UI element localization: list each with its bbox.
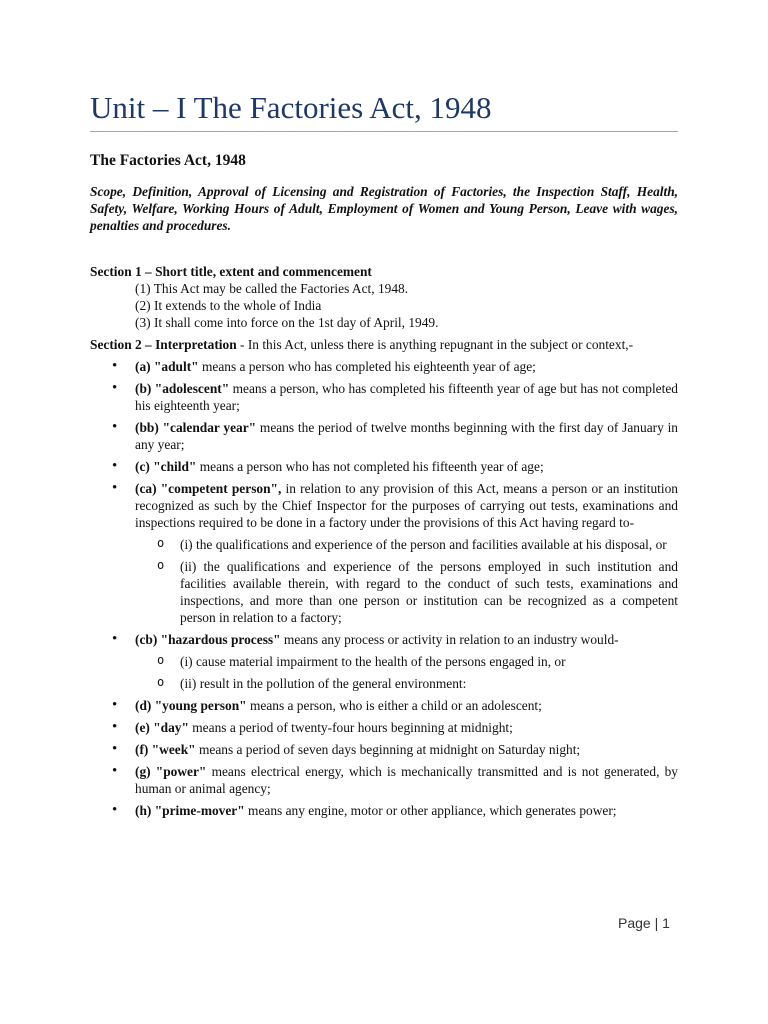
definition-term: (g) "power" <box>135 764 207 779</box>
sub-definition-item: o (ii) the qualifications and experience of the persons employed in such institution and facilities available therein, with regard to the conduct of such tests, examinations and inspections, and more than one person or institution can be recognized as a competent person in relation to a factory; <box>135 558 678 626</box>
definition-item: • (ca) "competent person", in relation to any provision of this Act, means a person or an institution recognized as such by the Chief Inspector for the purposes of carrying out tests, examinations and inspections required to be done in a factory under the provisions of this Act having regard to- o (i) the qualifications and experience of the person and facilities available at his disposal, or o (ii) the qualifications and experience of the persons employed in such institution and facilities available therein, with regard to the conduct of such tests, examinations and inspections, and more than one person or institution can be recognized as a competent person in relation to a factory; <box>90 480 678 626</box>
definitions-list <box>90 358 678 819</box>
section-1-heading: Section 1 – Short title, extent and commencement <box>90 264 372 279</box>
definition-term: (ca) "competent person", <box>135 481 282 496</box>
section-1-items <box>135 280 678 331</box>
definition-item: • (d) "young person" means a person, who is either a child or an adolescent; <box>90 697 678 714</box>
definition-item: • (b) "adolescent" means a person, who has completed his fifteenth year of age but has not completed his eighteenth year; <box>90 380 678 414</box>
definition-term: (b) "adolescent" <box>135 381 230 396</box>
section-1-item: (2) It extends to the whole of India <box>135 298 322 313</box>
page-title: Unit – I The Factories Act, 1948 <box>90 90 492 125</box>
definition-item: • (f) "week" means a period of seven days beginning at midnight on Saturday night; <box>90 741 678 758</box>
sub-definition-item: o (i) cause material impairment to the health of the persons engaged in, or <box>135 653 678 670</box>
definition-term: (c) "child" <box>135 459 197 474</box>
scope-paragraph: Scope, Definition, Approval of Licensing and Registration of Factories, the Inspection Staff, Health, Safety, Welfare, Working Hours of Adult, Employment of Women and Young Person, Leave with wages, penalties and procedures. <box>90 184 678 233</box>
definition-item: • (c) "child" means a person who has not completed his fifteenth year of age; <box>90 458 678 475</box>
definition-item: • (a) "adult" means a person who has completed his eighteenth year of age; <box>90 358 678 375</box>
section-1-item: (3) It shall come into force on the 1st day of April, 1949. <box>135 315 439 330</box>
definition-item: • (e) "day" means a period of twenty-four hours beginning at midnight; <box>90 719 678 736</box>
definition-item: • (bb) "calendar year" means the period of twelve months beginning with the first day of January in any year; <box>90 419 678 453</box>
definition-item: • (h) "prime-mover" means any engine, motor or other appliance, which generates power; <box>90 802 678 819</box>
definition-term: (e) "day" <box>135 720 189 735</box>
sub-definitions <box>135 653 678 692</box>
definition-term: (h) "prime-mover" <box>135 803 245 818</box>
definition-term: (f) "week" <box>135 742 196 757</box>
definition-term: (a) "adult" <box>135 359 199 374</box>
definition-term: (cb) "hazardous process" <box>135 632 281 647</box>
section-1-item: (1) This Act may be called the Factories Act, 1948. <box>135 281 409 296</box>
definition-item: • (g) "power" means electrical energy, which is mechanically transmitted and is not generated, by human or animal agency; <box>90 763 678 797</box>
act-body <box>90 263 678 824</box>
sub-definition-item: o (i) the qualifications and experience of the person and facilities available at his disposal, or <box>135 536 678 553</box>
subheading: The Factories Act, 1948 <box>90 152 246 169</box>
definition-item: • (cb) "hazardous process" means any process or activity in relation to an industry would- o (i) cause material impairment to the health of the persons engaged in, or o (ii) result in the pollution of the general environment: <box>90 631 678 692</box>
title-underline <box>90 131 678 132</box>
sub-definition-item: o (ii) result in the pollution of the general environment: <box>135 675 678 692</box>
page-number: Page | 1 <box>618 915 670 931</box>
section-2-heading: Section 2 – Interpretation - In this Act, unless there is anything repugnant in the subject or context,- <box>90 337 634 352</box>
sub-definitions <box>135 536 678 626</box>
definition-term: (d) "young person" <box>135 698 247 713</box>
definition-term: (bb) "calendar year" <box>135 420 257 435</box>
